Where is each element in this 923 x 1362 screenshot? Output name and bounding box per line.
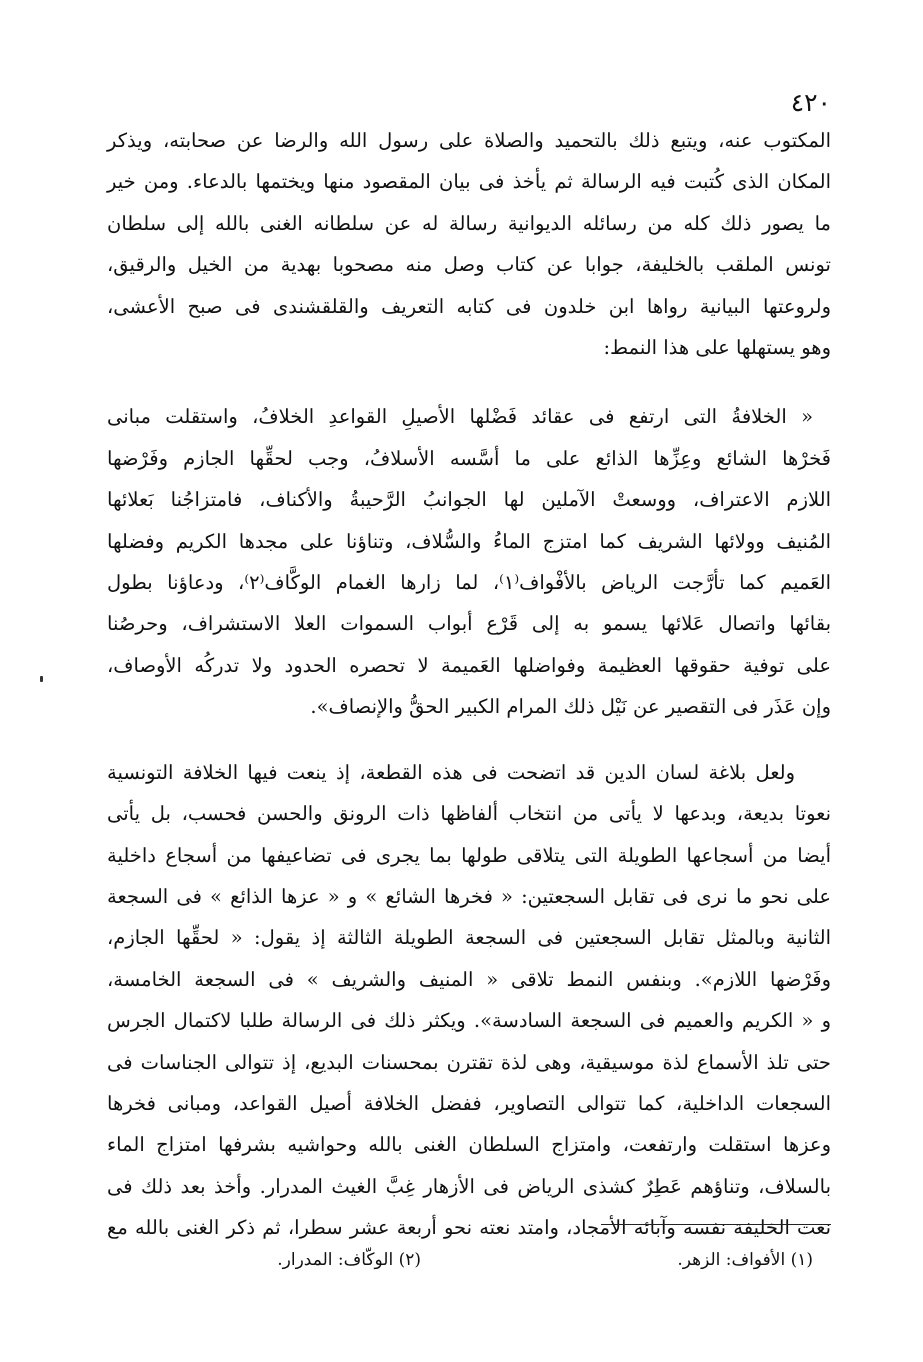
text-line: السجعات الداخلية، كما تتوالى التصاوير، ففضل الخلافة أصيل القواعد، ومبانى فخرها (107, 1091, 831, 1115)
text-line: المكتوب عنه، ويتبع ذلك بالتحميد والصلاة على رسول الله والرضا عن صحابته، ويذكر (107, 129, 831, 152)
paragraph-analysis (107, 752, 831, 1249)
paragraph-quotation (107, 396, 831, 727)
body-text (107, 120, 831, 1249)
text-line: ولعل بلاغة لسان الدين قد اتضحت فى هذه القطعة، إذ ينعت فيها الخلافة التونسية (107, 760, 795, 784)
footnote-2: (٢) الوكّاف: المدرار. (277, 1250, 421, 1270)
paragraph-intro (107, 120, 831, 368)
text-line: وإن عَذَر فى التقصير عن نَيْل ذلك المرام الكبير الحقُّ والإنصاف». (310, 695, 831, 719)
text-line: نعوتا بديعة، وبدعها لا يأتى من انتخاب ألفاظها ذات الرونق والحسن فحسب، بل يأتى (107, 802, 831, 826)
text-line: حتى تلذ الأسماع لذة موسيقية، وهى لذة تقترن بمحسنات البديع، إذ تتوالى الجناسات فى (107, 1050, 831, 1074)
text-line: وهو يستهلها على هذا النمط: (603, 336, 831, 360)
text-line: فَخرْها الشائع وعِزِّها الذائع على ما أسَّسه الأسلافُ، وجب لحقِّها الجازم وفَرْضها (107, 446, 831, 470)
text-line: العَميم كما تأرَّجت الرياض بالأفْواف⁽١⁾، لما زارها الغمام الوكَّاف⁽٢⁾، ودعاؤنا بطول (107, 571, 831, 595)
text-line: « الخلافةُ التى ارتفع فى عقائد فَضْلها الأصيلِ القواعدِ الخلافُ، واستقلت مبانى (107, 405, 813, 429)
text-line: بالسلاف، وتناؤهم عَطِرٌ كشذى الرياض فى الأزهار غِبَّ الغيث المدرار. وأخذ بعد ذلك فى (107, 1174, 831, 1198)
text-line: أيضا من أسجاعها الطويلة التى يتلاقى طولها بما يجرى فى تضاعيفها من أسجاع داخلية (107, 843, 831, 867)
text-line: وعزها استقلت وارتفعت، وامتزاج السلطان الغنى بالله وحواشيه بشرفها امتزاج الماء (107, 1133, 831, 1157)
text-line: ولروعتها البيانية رواها ابن خلدون فى كتابه التعريف والقلقشندى فى صبح الأعشى، (107, 294, 831, 318)
text-line: المكان الذى كُتبت فيه الرسالة ثم يأخذ فى بيان المقصود منها ويختمها بالدعاء. ومن خير (107, 170, 831, 194)
text-line: اللازم الاعتراف، ووسعتْ الآملين لها الجوانبُ الرَّحيبةُ والأكناف، فامتزاجُنا بَعلائها (107, 488, 831, 512)
text-line: المُنيف وولائها الشريف كما امتزج الماءُ والسُّلاف، وتناؤنا على مجدها الكريم وفضلها (107, 529, 831, 553)
footnote-divider (601, 1224, 831, 1225)
margin-speck (40, 676, 43, 682)
text-line: وفَرْضها اللازم». وبنفس النمط تلاقى « المنيف والشريف » فى السجعة الخامسة، (107, 967, 831, 991)
text-line: على نحو ما نرى فى تقابل السجعتين: « فخرها الشائع » و « عزها الذائع » فى السجعة (107, 884, 831, 908)
page-number: ٤٢٠ (790, 88, 831, 117)
text-line: على توفية حقوقها العظيمة وفواضلها العَميمة لا تحصره الحدود ولا تدركُه الأوصاف، (107, 653, 831, 677)
text-line: بقائها واتصال عَلائها يسمو به إلى قَرْع أبواب السموات العلا الاستشراف، وحرصُنا (107, 612, 831, 636)
text-line: و « الكريم والعميم فى السجعة السادسة». ويكثر ذلك فى الرسالة طلبا لاكتمال الجرس (107, 1009, 831, 1033)
text-line: الثانية وبالمثل تقابل السجعتين فى السجعة الطويلة الثالثة إذ يقول: « لحقِّها الجازم، (107, 926, 831, 950)
text-line: تونس الملقب بالخليفة، جوابا عن كتاب وصل منه مصحوبا بهدية من الخيل والرقيق، (107, 253, 831, 277)
text-line: ما يصور ذلك كله من رسائله الديوانية رسالة له عن سلطانه الغنى بالله إلى سلطان (107, 211, 831, 235)
footnote-1: (١) الأفواف: الزهر. (677, 1250, 813, 1270)
footnotes (113, 1243, 813, 1277)
text-line: نعت الخليفة نفسه وآبائه الأمجاد، وامتد نعته نحو أربعة عشر سطرا، ثم ذكر الغنى بالله مع (107, 1216, 831, 1240)
